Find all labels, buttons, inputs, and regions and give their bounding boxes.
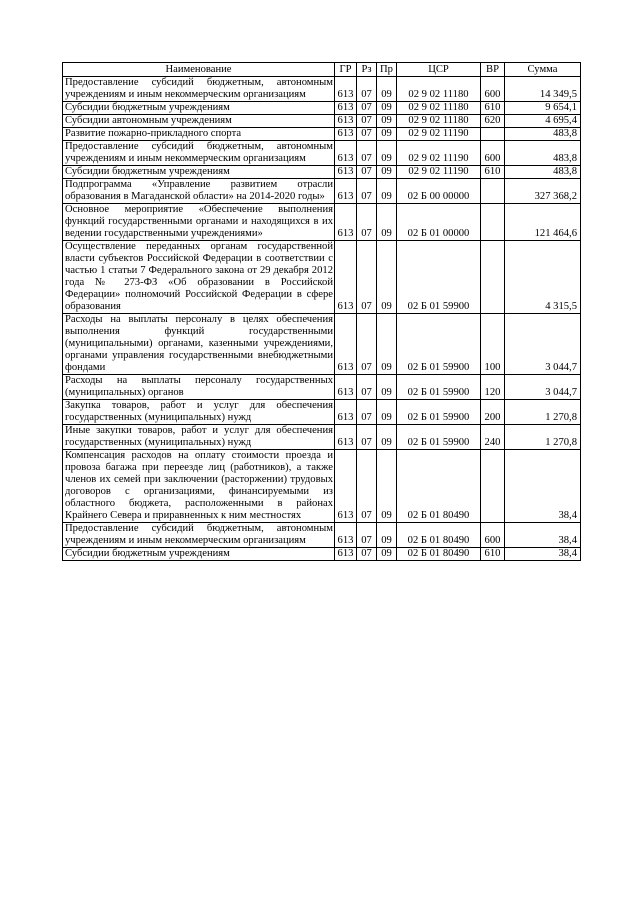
cell-csr: 02 Б 01 59900 xyxy=(397,314,481,375)
cell-name: Основное мероприятие «Обеспечение выполнения функций государственными органами и находящихся в их ведении государственными учреждениями» xyxy=(63,204,335,241)
cell-rz: 07 xyxy=(357,375,377,400)
cell-sum: 327 368,2 xyxy=(505,179,581,204)
cell-gr: 613 xyxy=(335,179,357,204)
cell-csr: 02 Б 01 80490 xyxy=(397,523,481,548)
table-row xyxy=(63,425,581,450)
header-rz: Рз xyxy=(357,63,377,77)
cell-pr: 09 xyxy=(377,314,397,375)
cell-gr: 613 xyxy=(335,523,357,548)
cell-pr: 09 xyxy=(377,425,397,450)
table-row xyxy=(63,77,581,102)
header-pr: Пр xyxy=(377,63,397,77)
cell-csr: 02 Б 00 00000 xyxy=(397,179,481,204)
cell-name: Предоставление субсидий бюджетным, автономным учреждениям и иным некоммерческим организациям xyxy=(63,141,335,166)
cell-vr: 600 xyxy=(481,141,505,166)
cell-gr: 613 xyxy=(335,141,357,166)
table-row xyxy=(63,179,581,204)
cell-csr: 02 Б 01 80490 xyxy=(397,450,481,523)
cell-rz: 07 xyxy=(357,166,377,179)
cell-csr: 02 9 02 11190 xyxy=(397,128,481,141)
cell-name: Предоставление субсидий бюджетным, автономным учреждениям и иным некоммерческим организациям xyxy=(63,523,335,548)
cell-pr: 09 xyxy=(377,115,397,128)
cell-gr: 613 xyxy=(335,77,357,102)
cell-name: Субсидии бюджетным учреждениям xyxy=(63,102,335,115)
cell-sum: 4 695,4 xyxy=(505,115,581,128)
cell-rz: 07 xyxy=(357,314,377,375)
cell-name: Расходы на выплаты персоналу государственных (муниципальных) органов xyxy=(63,375,335,400)
cell-rz: 07 xyxy=(357,523,377,548)
cell-pr: 09 xyxy=(377,375,397,400)
cell-rz: 07 xyxy=(357,241,377,314)
cell-pr: 09 xyxy=(377,523,397,548)
cell-sum: 1 270,8 xyxy=(505,425,581,450)
table-row xyxy=(63,204,581,241)
cell-pr: 09 xyxy=(377,241,397,314)
cell-gr: 613 xyxy=(335,128,357,141)
cell-sum: 1 270,8 xyxy=(505,400,581,425)
cell-sum: 38,4 xyxy=(505,450,581,523)
header-csr: ЦСР xyxy=(397,63,481,77)
cell-sum: 483,8 xyxy=(505,141,581,166)
cell-gr: 613 xyxy=(335,425,357,450)
cell-gr: 613 xyxy=(335,241,357,314)
header-name: Наименование xyxy=(63,63,335,77)
header-sum: Сумма xyxy=(505,63,581,77)
table-row xyxy=(63,241,581,314)
cell-pr: 09 xyxy=(377,166,397,179)
cell-vr xyxy=(481,128,505,141)
cell-vr: 600 xyxy=(481,523,505,548)
cell-csr: 02 9 02 11190 xyxy=(397,141,481,166)
cell-csr: 02 9 02 11180 xyxy=(397,77,481,102)
cell-vr: 100 xyxy=(481,314,505,375)
cell-sum: 38,4 xyxy=(505,523,581,548)
cell-rz: 07 xyxy=(357,450,377,523)
cell-rz: 07 xyxy=(357,77,377,102)
cell-vr: 610 xyxy=(481,102,505,115)
cell-csr: 02 Б 01 59900 xyxy=(397,375,481,400)
cell-name: Развитие пожарно-прикладного спорта xyxy=(63,128,335,141)
cell-name: Субсидии бюджетным учреждениям xyxy=(63,548,335,561)
table-row xyxy=(63,314,581,375)
cell-csr: 02 Б 01 59900 xyxy=(397,425,481,450)
cell-sum: 3 044,7 xyxy=(505,314,581,375)
cell-vr: 610 xyxy=(481,166,505,179)
cell-vr xyxy=(481,450,505,523)
table-row xyxy=(63,400,581,425)
cell-name: Закупка товаров, работ и услуг для обеспечения государственных (муниципальных) нужд xyxy=(63,400,335,425)
budget-table xyxy=(62,62,581,561)
cell-gr: 613 xyxy=(335,375,357,400)
table-row xyxy=(63,450,581,523)
cell-sum: 4 315,5 xyxy=(505,241,581,314)
cell-gr: 613 xyxy=(335,166,357,179)
cell-sum: 3 044,7 xyxy=(505,375,581,400)
cell-sum: 14 349,5 xyxy=(505,77,581,102)
cell-csr: 02 Б 01 00000 xyxy=(397,204,481,241)
cell-rz: 07 xyxy=(357,204,377,241)
cell-csr: 02 Б 01 59900 xyxy=(397,241,481,314)
cell-gr: 613 xyxy=(335,400,357,425)
cell-sum: 9 654,1 xyxy=(505,102,581,115)
cell-pr: 09 xyxy=(377,400,397,425)
cell-name: Предоставление субсидий бюджетным, автономным учреждениям и иным некоммерческим организациям xyxy=(63,77,335,102)
cell-pr: 09 xyxy=(377,450,397,523)
table-body xyxy=(63,77,581,561)
cell-gr: 613 xyxy=(335,548,357,561)
cell-name: Компенсация расходов на оплату стоимости проезда и провоза багажа при переезде лиц (работников), а также членов их семей при заключении (расторжении) трудовых договоров с организациями, финансируемыми из областного бюджета, расположенными в районах Крайнего Севера и приравненных к ним местностях xyxy=(63,450,335,523)
table-row xyxy=(63,375,581,400)
cell-pr: 09 xyxy=(377,141,397,166)
cell-pr: 09 xyxy=(377,102,397,115)
cell-sum: 38,4 xyxy=(505,548,581,561)
cell-vr: 600 xyxy=(481,77,505,102)
cell-name: Субсидии автономным учреждениям xyxy=(63,115,335,128)
cell-gr: 613 xyxy=(335,450,357,523)
cell-vr xyxy=(481,241,505,314)
cell-sum: 483,8 xyxy=(505,128,581,141)
cell-csr: 02 Б 01 59900 xyxy=(397,400,481,425)
cell-rz: 07 xyxy=(357,400,377,425)
cell-pr: 09 xyxy=(377,548,397,561)
cell-csr: 02 Б 01 80490 xyxy=(397,548,481,561)
cell-rz: 07 xyxy=(357,425,377,450)
cell-vr: 120 xyxy=(481,375,505,400)
cell-gr: 613 xyxy=(335,102,357,115)
cell-gr: 613 xyxy=(335,314,357,375)
table-row xyxy=(63,523,581,548)
cell-name: Расходы на выплаты персоналу в целях обеспечения выполнения функций государственными (муниципальными) органами, казенными учреждениями, органами управления государственными внебюджетными фондами xyxy=(63,314,335,375)
cell-vr xyxy=(481,179,505,204)
cell-vr: 620 xyxy=(481,115,505,128)
table-row xyxy=(63,115,581,128)
table-header-row xyxy=(63,63,581,77)
cell-vr xyxy=(481,204,505,241)
table-row xyxy=(63,128,581,141)
cell-rz: 07 xyxy=(357,548,377,561)
cell-name: Подпрограмма «Управление развитием отрасли образования в Магаданской области» на 2014-2020 годы» xyxy=(63,179,335,204)
cell-pr: 09 xyxy=(377,128,397,141)
table-row xyxy=(63,141,581,166)
table-row xyxy=(63,548,581,561)
cell-sum: 483,8 xyxy=(505,166,581,179)
header-gr: ГР xyxy=(335,63,357,77)
cell-vr: 200 xyxy=(481,400,505,425)
table-row xyxy=(63,166,581,179)
cell-rz: 07 xyxy=(357,179,377,204)
cell-name: Иные закупки товаров, работ и услуг для обеспечения государственных (муниципальных) нужд xyxy=(63,425,335,450)
cell-vr: 610 xyxy=(481,548,505,561)
cell-sum: 121 464,6 xyxy=(505,204,581,241)
cell-gr: 613 xyxy=(335,115,357,128)
cell-rz: 07 xyxy=(357,128,377,141)
header-vr: ВР xyxy=(481,63,505,77)
cell-name: Осуществление переданных органам государственной власти субъектов Российской Федерации в соответствии с частью 1 статьи 7 Федерального закона от 29 декабря 2012 года № 273-ФЗ «Об образовании в Российской Федерации» полномочий Российской Федерации в сфере образования xyxy=(63,241,335,314)
cell-csr: 02 9 02 11190 xyxy=(397,166,481,179)
cell-csr: 02 9 02 11180 xyxy=(397,115,481,128)
cell-rz: 07 xyxy=(357,102,377,115)
cell-csr: 02 9 02 11180 xyxy=(397,102,481,115)
cell-rz: 07 xyxy=(357,141,377,166)
cell-vr: 240 xyxy=(481,425,505,450)
cell-gr: 613 xyxy=(335,204,357,241)
cell-rz: 07 xyxy=(357,115,377,128)
cell-name: Субсидии бюджетным учреждениям xyxy=(63,166,335,179)
cell-pr: 09 xyxy=(377,77,397,102)
table-row xyxy=(63,102,581,115)
cell-pr: 09 xyxy=(377,204,397,241)
cell-pr: 09 xyxy=(377,179,397,204)
